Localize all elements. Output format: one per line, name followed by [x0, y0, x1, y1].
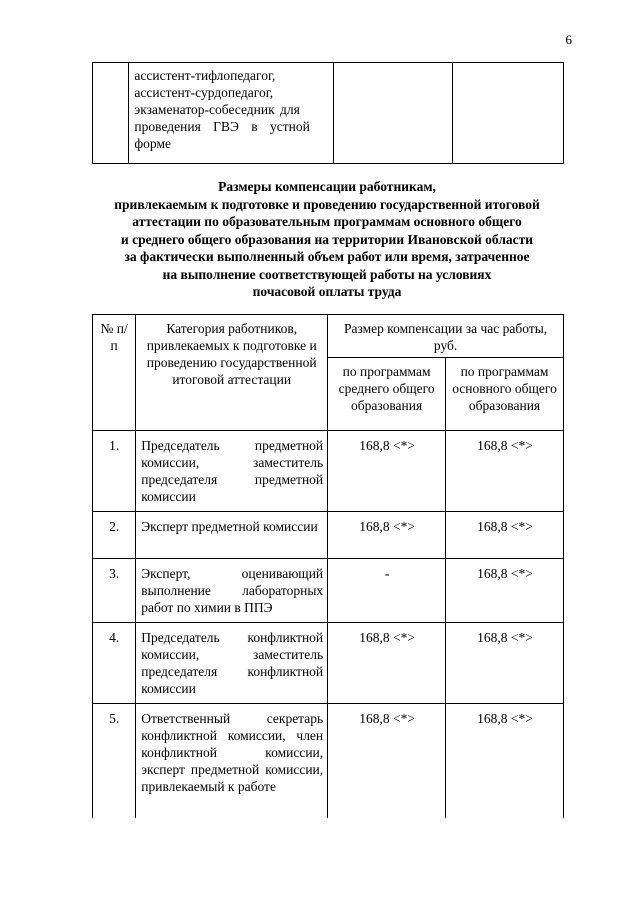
row-num: 5. — [93, 704, 136, 819]
row-basic: 168,8 <*> — [446, 559, 564, 623]
page-number: 6 — [565, 32, 572, 47]
table-row — [93, 704, 564, 819]
table-row — [93, 623, 564, 704]
title-line: Размеры компенсации работникам, — [218, 179, 436, 194]
table-cell-num — [93, 63, 129, 164]
category-line: проведения ГВЭ в устной — [134, 119, 310, 134]
table-row — [93, 63, 564, 164]
row-num: 4. — [93, 623, 136, 704]
header-category: Категория работников, привлекаемых к подготовке и проведению государственной итоговой аттестации — [136, 315, 328, 431]
row-secondary: - — [328, 559, 446, 623]
row-category: Эксперт, оценивающий выполнение лабораторных работ по химии в ППЭ — [136, 559, 328, 623]
table-cell-basic — [452, 63, 563, 164]
title-line: почасовой оплаты труда — [252, 284, 402, 299]
row-num: 3. — [93, 559, 136, 623]
header-num: № п/п — [93, 315, 136, 431]
row-num: 1. — [93, 431, 136, 512]
row-category: Председатель конфликтной комиссии, заместитель председателя конфликтной комиссии — [136, 623, 328, 704]
row-secondary: 168,8 <*> — [328, 431, 446, 512]
title-line: за фактически выполненный объем работ или время, затраченное — [124, 249, 530, 264]
table-cell-secondary — [333, 63, 452, 164]
title-line: привлекаемым к подготовке и проведению государственной итоговой — [114, 196, 540, 212]
row-basic: 168,8 <*> — [446, 431, 564, 512]
header-secondary: по программам среднего общего образования — [328, 358, 446, 431]
row-secondary: 168,8 <*> — [328, 512, 446, 559]
row-secondary: 168,8 <*> — [328, 704, 446, 819]
row-category: Председатель предметной комиссии, заместитель председателя предметной комиссии — [136, 431, 328, 512]
row-category: Эксперт предметной комиссии — [136, 512, 328, 559]
table-row — [93, 431, 564, 512]
title-line: и среднего общего образования на территории Ивановской области — [120, 231, 534, 247]
row-secondary: 168,8 <*> — [328, 623, 446, 704]
row-basic: 168,8 <*> — [446, 512, 564, 559]
title-line: на выполнение соответствующей работы на условиях — [162, 266, 492, 282]
table-row — [93, 512, 564, 559]
category-line: форме — [134, 136, 171, 151]
table-row — [93, 559, 564, 623]
continued-table — [92, 62, 564, 164]
header-row — [93, 315, 564, 358]
header-basic: по программам основного общего образования — [446, 358, 564, 431]
table-cell-category — [129, 63, 333, 164]
row-category: Ответственный секретарь конфликтной комиссии, член конфликтной комиссии, эксперт предметной комиссии, привлекаемый к работе — [136, 704, 328, 819]
row-num: 2. — [93, 512, 136, 559]
row-basic: 168,8 <*> — [446, 623, 564, 704]
compensation-table — [92, 314, 564, 818]
header-size: Размер компенсации за час работы, руб. — [328, 315, 564, 358]
title-line: аттестации по образовательным программам основного общего — [132, 214, 522, 229]
row-basic: 168,8 <*> — [446, 704, 564, 819]
section-title — [80, 178, 574, 301]
category-line: экзаменатор-собеседник для — [134, 102, 300, 117]
category-line: ассистент-тифлопедагог, — [134, 68, 276, 83]
category-line: ассистент-сурдопедагог, — [134, 85, 274, 100]
